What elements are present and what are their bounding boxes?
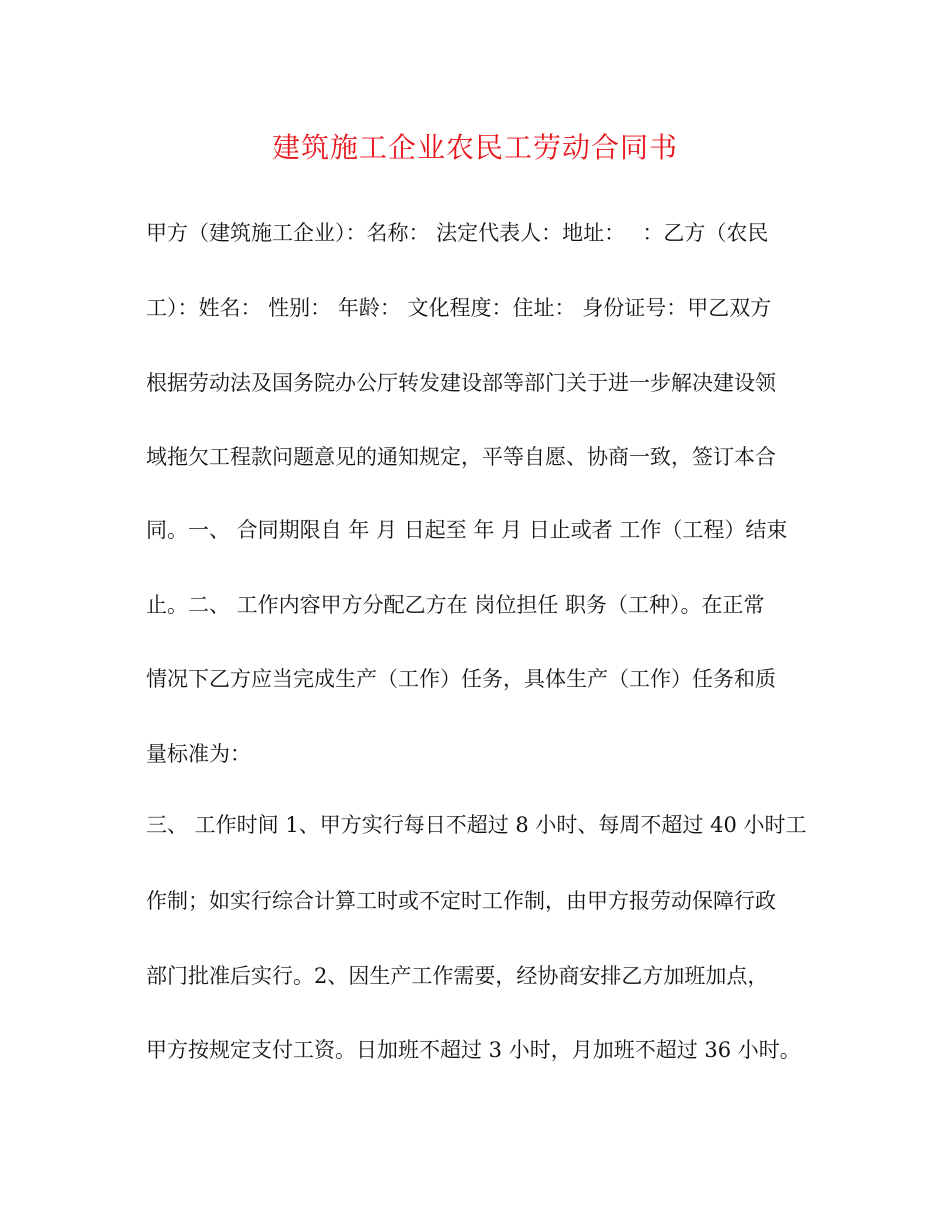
body-line-1: 甲方（建筑施工企业）：名称： 法定代表人：地址： ：乙方（农民 bbox=[146, 221, 769, 245]
body-line-3: 根据劳动法及国务院办公厅转发建设部等部门关于进一步解决建设领 bbox=[146, 371, 776, 395]
body-line-6: 止。二、 工作内容甲方分配乙方在 岗位担任 职务（工种）。在正常 bbox=[146, 593, 765, 617]
body-line-4: 域拖欠工程款问题意见的通知规定，平等自愿、协商一致，签订本合 bbox=[146, 445, 776, 469]
body-line-7: 情况下乙方应当完成生产（工作）任务，具体生产（工作）任务和质 bbox=[146, 667, 776, 691]
body-line-5: 同。一、 合同期限自 年 月 日起至 年 月 日止或者 工作（工程）结束 bbox=[146, 518, 788, 542]
body-line-11: 部门批准后实行。2、因生产工作需要，经协商安排乙方加班加点， bbox=[146, 964, 769, 988]
body-line-10: 作制；如实行综合计算工时或不定时工作制，由甲方报劳动保障行政 bbox=[146, 889, 776, 913]
body-line-9: 三、 工作时间 1、甲方实行每日不超过 8 小时、每周不超过 40 小时工 bbox=[146, 813, 807, 837]
body-line-12: 甲方按规定支付工资。日加班不超过 3 小时，月加班不超过 36 小时。 bbox=[146, 1038, 801, 1062]
body-line-8: 量标准为： bbox=[146, 742, 251, 766]
document-title: 建筑施工企业农民工劳动合同书 bbox=[271, 131, 678, 164]
body-line-2: 工）：姓名： 性别： 年龄： 文化程度：住址： 身份证号：甲乙双方 bbox=[146, 296, 772, 320]
